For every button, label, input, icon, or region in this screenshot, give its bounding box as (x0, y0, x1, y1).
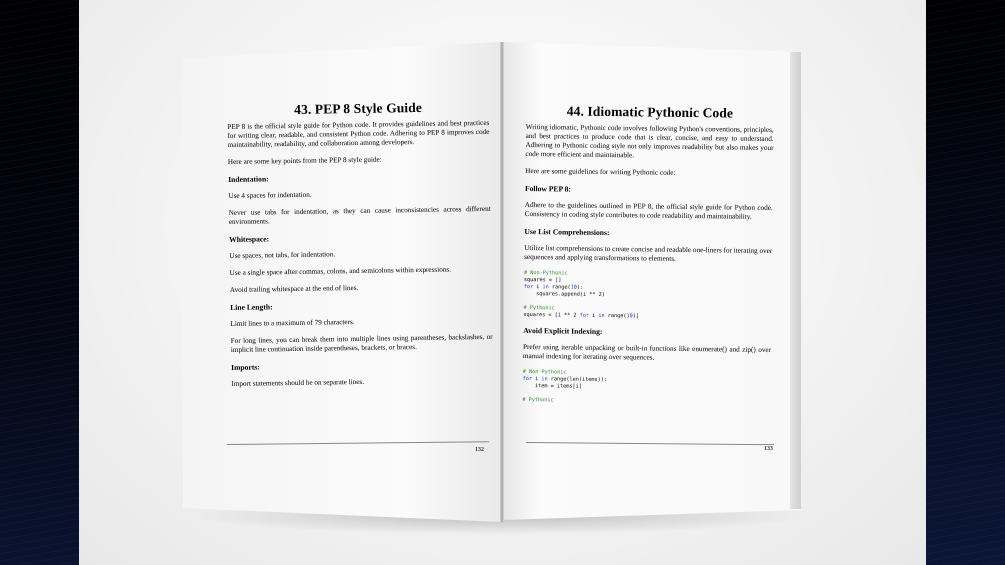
code-line: item = items[i] (522, 382, 582, 390)
code-block (523, 369, 771, 393)
code-text: i (533, 284, 543, 291)
paragraph: Use 4 spaces for indentation. (228, 190, 312, 200)
paragraph: Avoid trailing whitespace at the end of lines. (229, 283, 359, 294)
paragraph: Use spaces, not tabs, for indentation. (229, 250, 336, 260)
page-number: 133 (764, 446, 773, 452)
code-keyword: for (523, 283, 534, 291)
code-text: )] (632, 313, 640, 320)
book-spine (500, 42, 504, 522)
right-page-content (522, 103, 774, 414)
code-line: squares.append(i ** 2) (523, 290, 605, 298)
section-heading: Line Length: (230, 302, 273, 312)
code-number: 10 (570, 284, 577, 291)
paragraph: Prefer using iterable unpacking or built-in functions like enumerate() and zip() over manual indexing for iterating over sequences. (522, 342, 772, 362)
paragraph: Limit lines to a maximum of 79 characters. (230, 318, 355, 328)
paragraph: PEP 8 is the official style guide for Python code. It provides guidelines and best practices for writing clear, readable, and consistent Python code. Adhering to PEP 8 improves code maintainability, readability, and collaboration among developers. (227, 118, 490, 149)
code-comment: # Non-Pythonic (523, 269, 568, 277)
paragraph: Adhere to the guidelines outlined in PEP 8, the official style guide for Python code. Consistency in coding style contributes to code readability and maintainability. (524, 200, 773, 221)
code-keyword: for (579, 312, 590, 319)
code-text: range(len(items)): (547, 376, 608, 384)
paragraph: Here are some key points from the PEP 8 style guide: (227, 155, 382, 166)
code-text: range( (604, 312, 627, 320)
page-title: 44. Idiomatic Pythonic Code (566, 103, 734, 121)
section-heading: Imports: (231, 362, 260, 372)
section-heading: Indentation: (228, 174, 269, 184)
paragraph: Here are some guidelines for writing Pythonic code: (525, 166, 676, 177)
section-heading: Follow PEP 8: (524, 183, 572, 194)
page-title: 43. PEP 8 Style Guide (294, 99, 423, 117)
dark-backdrop-left (0, 0, 79, 565)
code-keyword: for (522, 375, 533, 383)
page-edges (790, 52, 801, 509)
code-text: squares = [i ** 2 (523, 311, 580, 319)
paragraph: Writing idiomatic, Pythonic code involves following Python's conventions, principles, and best practices to produce code that is clear, concise, and easy to understand. Adhering to Pythonic coding style not only improves readability but also makes your code more efficient and maintainable. (525, 122, 774, 160)
section-heading: Use List Comprehensions: (524, 226, 610, 238)
paragraph: Utilize list comprehensions to create concise and readable one-liners for iterating over sequences and applying transformations to elements. (524, 243, 773, 263)
paragraph: For long lines, you can break them into multiple lines using parentheses, backslashes, or implicit line continuation inside parentheses, brackets, or braces. (230, 332, 493, 354)
section-heading: Avoid Explicit Indexing: (523, 325, 603, 336)
code-text: ): (576, 284, 584, 291)
code-text: range( (548, 284, 571, 291)
code-block (523, 305, 771, 322)
code-block (524, 270, 772, 301)
paragraph: Use a single space after commas, colons, and semicolons within expressions. (229, 265, 452, 277)
dark-backdrop-right (926, 0, 1005, 565)
code-block (522, 397, 770, 407)
code-text: i (532, 376, 542, 383)
section-heading: Whitespace: (229, 234, 270, 244)
code-text: i (588, 312, 599, 319)
code-keyword: in (542, 284, 549, 291)
paragraph: Never use tabs for indentation, as they can cause inconsistencies across different environments. (228, 204, 491, 226)
code-keyword: in (598, 312, 605, 319)
code-comment: # Pythonic (523, 304, 555, 312)
code-number: 10 (626, 313, 633, 320)
code-comment: # Non-Pythonic (522, 368, 567, 376)
code-keyword: in (541, 376, 548, 383)
left-page-content (227, 99, 494, 397)
code-comment: # Pythonic (522, 396, 554, 404)
code-line: squares = [] (523, 276, 562, 284)
page-number: 132 (475, 447, 484, 453)
paragraph: Import statements should be on separate lines. (231, 377, 365, 388)
